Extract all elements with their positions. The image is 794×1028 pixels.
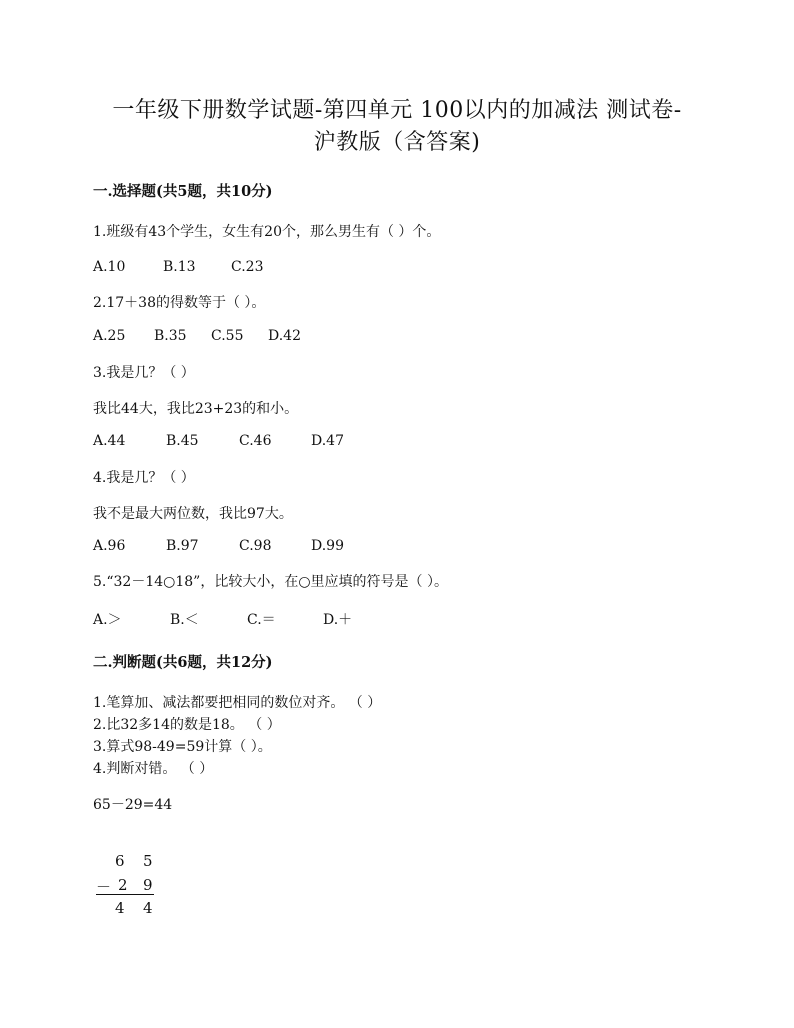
question-3-sub: 我比44大，我比23+23的和小。 (93, 401, 299, 417)
q5-option-a: A.＞ (93, 612, 122, 628)
q4-option-d: D.99 (311, 538, 344, 554)
vertical-subtraction (93, 852, 163, 922)
q2-option-b: B.35 (154, 328, 187, 344)
judge-item-2: 2.比32多14的数是18。 （ ） (93, 717, 281, 733)
title-line-2: 沪教版（含答案) (313, 130, 481, 155)
q5-option-b: B.＜ (170, 612, 199, 628)
judge-item-4: 4.判断对错。 （ ） (93, 761, 214, 777)
question-1: 1.班级有43个学生，女生有20个，那么男生有（ ）个。 (93, 224, 441, 240)
section-1-heading: 一.选择题(共5题，共10分) (93, 183, 273, 200)
section-2-heading: 二.判断题(共6题，共12分) (93, 654, 273, 671)
q2-option-d: D.42 (268, 328, 301, 344)
digit-row2-tens: 2 (118, 876, 128, 894)
q4-option-c: C.98 (239, 538, 272, 554)
digit-row3-tens: 4 (115, 899, 125, 917)
digit-row1-ones: 5 (143, 852, 153, 870)
q5-option-d: D.＋ (323, 612, 353, 628)
q5-option-c: C.＝ (247, 612, 276, 628)
q1-option-a: A.10 (93, 259, 126, 275)
sum-underline (96, 894, 154, 895)
q4-option-b: B.97 (166, 538, 199, 554)
q2-option-a: A.25 (93, 328, 126, 344)
question-2: 2.17＋38的得数等于（ ）。 (93, 295, 266, 311)
q3-option-a: A.44 (93, 433, 126, 449)
q3-option-c: C.46 (239, 433, 272, 449)
q1-option-b: B.13 (163, 259, 196, 275)
question-4-sub: 我不是最大两位数，我比97大。 (93, 506, 293, 522)
digit-row2-ones: 9 (143, 876, 153, 894)
title-line-1: 一年级下册数学试题-第四单元 100以内的加减法 测试卷- (112, 98, 682, 123)
digit-row1-tens: 6 (115, 852, 125, 870)
question-5: 5.“32－14○18”，比较大小，在○里应填的符号是（ ）。 (93, 574, 448, 590)
question-4: 4.我是几？（ ） (93, 470, 195, 486)
q4-option-a: A.96 (93, 538, 126, 554)
q2-option-c: C.55 (211, 328, 244, 344)
judge-item-1: 1.笔算加、减法都要把相同的数位对齐。 （ ） (93, 695, 382, 711)
q1-option-c: C.23 (231, 259, 264, 275)
q3-option-b: B.45 (166, 433, 199, 449)
question-3: 3.我是几？（ ） (93, 365, 195, 381)
q3-option-d: D.47 (311, 433, 344, 449)
minus-sign: － (96, 878, 112, 896)
judge-item-3: 3.算式98-49=59计算（ ）。 (93, 739, 272, 755)
equation: 65－29=44 (93, 797, 173, 813)
digit-row3-ones: 4 (143, 899, 153, 917)
